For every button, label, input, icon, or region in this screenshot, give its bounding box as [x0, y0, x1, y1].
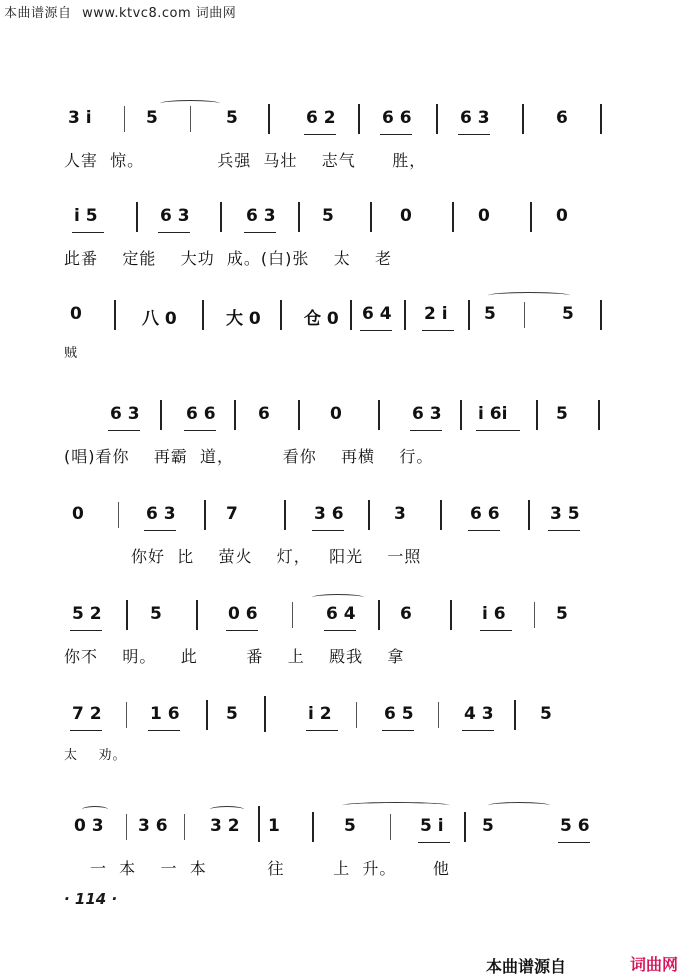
barline [204, 500, 206, 530]
barline [378, 400, 380, 430]
note: 5 [540, 704, 552, 724]
underline [304, 134, 336, 135]
barline [126, 702, 127, 728]
note: 0 [400, 206, 412, 226]
underline [410, 430, 442, 431]
barline [530, 202, 532, 232]
barline [464, 812, 466, 842]
barline [126, 600, 128, 630]
underline [72, 232, 104, 233]
barline [440, 500, 442, 530]
barline [206, 700, 208, 730]
barline [450, 600, 452, 630]
underline [70, 730, 102, 731]
barline [312, 812, 314, 842]
note: 6 3 [146, 504, 176, 524]
lyrics-line: 你好 比 萤火 灯， 阳光 一照 [64, 547, 422, 566]
barline [524, 302, 525, 328]
barline [114, 300, 116, 330]
underline [108, 430, 140, 431]
note: 5 [562, 304, 574, 324]
underline [480, 630, 512, 631]
barline [118, 502, 119, 528]
barline [598, 400, 600, 430]
note: 6 [556, 108, 568, 128]
barline [126, 814, 127, 840]
lyrics-line: 此番 定能 大功 成。(白)张 太 老 [64, 249, 393, 268]
notes-row [0, 202, 690, 238]
note: 3 6 [138, 816, 168, 836]
lyrics-line: 太 劝。 [64, 748, 127, 763]
underline [458, 134, 490, 135]
underline [144, 530, 176, 531]
note: 八 0 [142, 309, 177, 329]
underline [312, 530, 344, 531]
note: 7 2 [72, 704, 102, 724]
underline [70, 630, 102, 631]
underline [244, 232, 276, 233]
header-site2: 词曲网 [195, 6, 237, 21]
notes-row [0, 812, 690, 848]
note: 6 6 [186, 404, 216, 424]
barline [350, 300, 352, 330]
barline [452, 202, 454, 232]
note: 5 [146, 108, 158, 128]
note: 大 0 [226, 309, 261, 329]
note: 5 [482, 816, 494, 836]
score-system-3 [0, 300, 690, 410]
underline [422, 330, 454, 331]
barline [468, 300, 470, 330]
underline [548, 530, 580, 531]
lyrics-line: 人害 惊。 兵强 马壮 志气 胜， [64, 151, 427, 170]
note: 6 [400, 604, 412, 624]
barline [268, 104, 270, 134]
note: 6 3 [110, 404, 140, 424]
underline [324, 630, 356, 631]
note: 6 3 [246, 206, 276, 226]
note: 0 [556, 206, 568, 226]
notes-row [0, 700, 690, 736]
note: i 6i [478, 404, 508, 424]
barline [438, 702, 439, 728]
barline [298, 202, 300, 232]
note: 3 i [68, 108, 92, 128]
lyrics-line: 一 本 一 本 往 上 升。 他 [90, 859, 450, 878]
notes-row [0, 500, 690, 536]
lyrics-line: 你不 明。 此 番 上 殿我 拿 [64, 647, 405, 666]
barline [298, 400, 300, 430]
underline [158, 232, 190, 233]
note: 5 [226, 108, 238, 128]
underline [382, 730, 414, 731]
header-site: 本曲谱源自 [4, 6, 72, 21]
barline [528, 500, 530, 530]
barline [160, 400, 162, 430]
note: 5 i [420, 816, 444, 836]
footer-site-label: 本曲谱源自 [486, 957, 567, 976]
underline [148, 730, 180, 731]
barline [184, 814, 185, 840]
barline [264, 696, 266, 732]
note: 0 [70, 304, 82, 324]
barline [234, 400, 236, 430]
notes-row [0, 600, 690, 636]
note: 5 6 [560, 816, 590, 836]
note: 6 3 [460, 108, 490, 128]
header-url[interactable]: www.ktvc8.com [82, 6, 192, 21]
barline [202, 300, 204, 330]
barline [534, 602, 535, 628]
note: 6 5 [384, 704, 414, 724]
note: 0 [478, 206, 490, 226]
note: 1 6 [150, 704, 180, 724]
barline [600, 300, 602, 330]
barline [196, 600, 198, 630]
note: 0 [330, 404, 342, 424]
barline [284, 500, 286, 530]
slur [342, 802, 450, 809]
barline [190, 106, 191, 132]
score-system-1 [0, 104, 690, 214]
barline [460, 400, 462, 430]
underline [360, 330, 392, 331]
score-system-7 [0, 700, 690, 810]
underline [462, 730, 494, 731]
underline [476, 430, 520, 431]
note: 0 [72, 504, 84, 524]
underline [558, 842, 590, 843]
note: 3 2 [210, 816, 240, 836]
note: 仓 0 [304, 309, 339, 329]
note: 5 2 [72, 604, 102, 624]
slur [210, 806, 244, 813]
barline [536, 400, 538, 430]
note: 6 3 [160, 206, 190, 226]
note: 6 6 [382, 108, 412, 128]
note: 5 [556, 604, 568, 624]
note: 2 i [424, 304, 448, 324]
note: 5 [556, 404, 568, 424]
footer-site-logo[interactable]: 词曲网 [630, 955, 679, 974]
barline [358, 104, 360, 134]
barline [368, 500, 370, 530]
slur [82, 806, 108, 813]
note: 4 3 [464, 704, 494, 724]
note: 5 [344, 816, 356, 836]
barline [356, 702, 357, 728]
note: 7 [226, 504, 238, 524]
note: 3 [394, 504, 406, 524]
note: 6 6 [470, 504, 500, 524]
note: i 5 [74, 206, 98, 226]
barline [124, 106, 125, 132]
barline [404, 300, 406, 330]
lyrics-line: (唱)看你 再霸 道， 看你 再横 行。 [64, 447, 434, 466]
header-watermark [4, 2, 236, 21]
note: 0 6 [228, 604, 258, 624]
score-system-4 [0, 400, 690, 510]
note: 5 [322, 206, 334, 226]
barline [292, 602, 293, 628]
score-system-2 [0, 202, 690, 312]
note: i 6 [482, 604, 506, 624]
underline [306, 730, 338, 731]
barline [136, 202, 138, 232]
lyrics-line: 贼 [64, 346, 79, 361]
barline [220, 202, 222, 232]
note: 0 3 [74, 816, 104, 836]
barline [600, 104, 602, 134]
note: 1 [268, 816, 280, 836]
note: 3 5 [550, 504, 580, 524]
note: 5 [484, 304, 496, 324]
note: 6 2 [306, 108, 336, 128]
notes-row [0, 300, 690, 336]
note: 3 6 [314, 504, 344, 524]
score-system-6 [0, 600, 690, 710]
barline [514, 700, 516, 730]
barline [522, 104, 524, 134]
note: 6 4 [362, 304, 392, 324]
underline [184, 430, 216, 431]
note: 5 [150, 604, 162, 624]
note: i 2 [308, 704, 332, 724]
note: 6 3 [412, 404, 442, 424]
barline [390, 814, 391, 840]
note: 6 [258, 404, 270, 424]
underline [468, 530, 500, 531]
barline [370, 202, 372, 232]
slur [488, 292, 570, 299]
notes-row [0, 104, 690, 140]
note: 6 4 [326, 604, 356, 624]
barline [280, 300, 282, 330]
slur [488, 802, 550, 809]
slur [312, 594, 364, 601]
underline [380, 134, 412, 135]
barline [436, 104, 438, 134]
underline [226, 630, 258, 631]
barline [258, 806, 260, 842]
barline [378, 600, 380, 630]
notes-row [0, 400, 690, 436]
note: 5 [226, 704, 238, 724]
underline [418, 842, 450, 843]
page-number: · 114 · [64, 890, 118, 908]
